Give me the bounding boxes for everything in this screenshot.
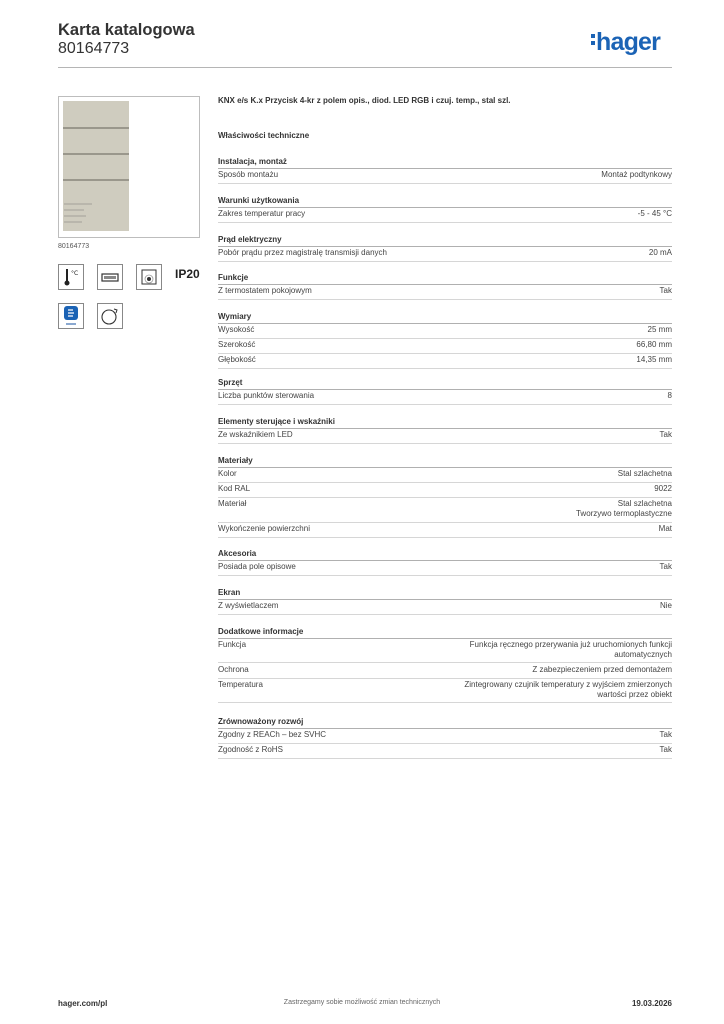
- product-number: 80164773: [58, 40, 130, 57]
- spec-row: [218, 745, 672, 760]
- spec-value: [464, 680, 672, 700]
- spec-label: Pobór prądu przez magistralę transmisji danych: [218, 248, 387, 257]
- spec-label: Funkcja: [218, 640, 247, 649]
- spec-value: [601, 170, 672, 180]
- section-title: Zrównoważony rozwój: [218, 717, 304, 726]
- section-divider: [218, 467, 672, 468]
- spec-row: [218, 391, 672, 406]
- section-title: Warunki użytkowania: [218, 196, 300, 205]
- section-title: Prąd elektryczny: [218, 235, 282, 244]
- spec-label: Ochrona: [218, 664, 249, 674]
- spec-row: [218, 640, 672, 664]
- spec-label: Posiada pole opisowe: [218, 562, 296, 571]
- row-divider: [218, 497, 672, 498]
- footer-website[interactable]: hager.com/pl: [58, 999, 108, 1008]
- temperature-sensor-icon: [136, 264, 162, 290]
- row-divider: [218, 537, 672, 538]
- row-divider: [218, 758, 672, 759]
- rotation-icon: [97, 303, 123, 329]
- spec-row: [218, 730, 672, 745]
- spec-label: Z termostatem pokojowym: [218, 286, 312, 295]
- spec-value-line: 66,80 mm: [636, 340, 672, 350]
- spec-value-line: Tak: [659, 562, 672, 571]
- spec-row: [218, 430, 672, 445]
- row-divider: [218, 222, 672, 223]
- spec-row: [218, 340, 672, 355]
- spec-label: Liczba punktów sterowania: [218, 391, 315, 400]
- row-divider: [218, 702, 672, 703]
- spec-value-line: Tak: [659, 730, 672, 739]
- spec-value: [532, 665, 672, 675]
- spec-value-line: Zintegrowany czujnik temperatury z wyjściem zmierzonych: [464, 680, 672, 690]
- spec-row: [218, 355, 672, 370]
- spec-value-line: Funkcja ręcznego przerywania już uruchomionych funkcji: [469, 640, 672, 649]
- row-divider: [218, 261, 672, 262]
- row-divider: [218, 368, 672, 369]
- section-divider: [218, 428, 672, 429]
- row-divider: [218, 662, 672, 663]
- row-divider: [218, 575, 672, 576]
- section-title: Dodatkowe informacje: [218, 627, 304, 636]
- row-divider: [218, 482, 672, 483]
- spec-row: [218, 562, 672, 577]
- row-divider: [218, 743, 672, 744]
- row-divider: [218, 614, 672, 615]
- row-divider: [218, 338, 672, 339]
- row-divider: [218, 404, 672, 405]
- spec-value-line: Mat: [658, 524, 672, 534]
- section-divider: [218, 323, 672, 324]
- spec-row: [218, 325, 672, 340]
- row-divider: [218, 678, 672, 679]
- spec-value-line: Stal szlachetna: [617, 499, 672, 509]
- spec-row: [218, 499, 672, 523]
- ip-rating-badge: IP20: [175, 267, 200, 281]
- section-title: Funkcje: [218, 273, 249, 282]
- spec-row: [218, 524, 672, 539]
- row-divider: [218, 353, 672, 354]
- spec-label: Wykończenie powierzchni: [218, 524, 310, 534]
- section-title: Materiały: [218, 456, 253, 465]
- spec-label: Sposób montażu: [218, 170, 279, 179]
- spec-value: [636, 355, 672, 365]
- spec-value-line: Stal szlachetna: [617, 469, 672, 478]
- display-module-icon: [97, 264, 123, 290]
- row-divider: [218, 299, 672, 300]
- spec-value-line: Tak: [659, 745, 672, 755]
- row-divider: [218, 183, 672, 184]
- spec-label: Zakres temperatur pracy: [218, 209, 306, 218]
- spec-label: Kod RAL: [218, 484, 251, 494]
- spec-value-line: Montaż podtynkowy: [601, 170, 672, 179]
- spec-row: [218, 601, 672, 616]
- spec-value: [470, 640, 672, 660]
- push-button-plate: [63, 101, 129, 231]
- spec-label: Głębokość: [218, 355, 256, 365]
- spec-value: [654, 484, 672, 494]
- row-divider: [218, 522, 672, 523]
- spec-row: [218, 469, 672, 484]
- footer-disclaimer: Zastrzegamy sobie możliwość zmian technicznych: [283, 999, 441, 1006]
- spec-value: [668, 391, 672, 401]
- product-description: KNX e/s K.x Przycisk 4-kr z polem opis., diod. LED RGB i czuj. temp., stal szl.: [218, 96, 511, 105]
- spec-value: [638, 209, 672, 219]
- spec-value: [576, 499, 672, 519]
- spec-value: [660, 745, 672, 755]
- section-divider: [218, 599, 672, 600]
- spec-label: Materiał: [218, 499, 247, 509]
- section-title: Ekran: [218, 588, 241, 597]
- spec-value: [618, 469, 672, 479]
- spec-value: [660, 601, 672, 611]
- section-divider: [218, 638, 672, 639]
- spec-row: [218, 665, 672, 680]
- row-divider: [218, 443, 672, 444]
- spec-row: [218, 170, 672, 185]
- spec-row: [218, 209, 672, 224]
- section-divider: [218, 168, 672, 169]
- spec-label: Z wyświetlaczem: [218, 601, 279, 610]
- spec-value-line: 8: [667, 391, 672, 400]
- spec-row: [218, 484, 672, 499]
- knx-easy-icon: [58, 303, 84, 329]
- spec-value: [649, 248, 672, 258]
- footer-date: 19.03.2026: [631, 999, 672, 1008]
- spec-row: [218, 680, 672, 704]
- spec-value: [660, 286, 672, 296]
- section-title: Akcesoria: [218, 549, 257, 558]
- thermometer-celsius-icon: [58, 264, 84, 290]
- spec-row: [218, 286, 672, 301]
- spec-value: [660, 562, 672, 572]
- spec-value-line: 14,35 mm: [636, 355, 672, 365]
- spec-label: Wysokość: [218, 325, 255, 334]
- section-title: Wymiary: [218, 312, 252, 321]
- svg-text:°C: °C: [71, 270, 79, 277]
- spec-value: [636, 340, 672, 350]
- spec-value-line: wartości przez obiekt: [597, 690, 672, 700]
- spec-value-line: 25 mm: [647, 325, 672, 334]
- image-caption: 80164773: [58, 243, 90, 250]
- spec-value: [660, 730, 672, 740]
- logo-dots-icon: [591, 31, 596, 48]
- spec-value-line: 9022: [654, 484, 672, 494]
- section-divider: [218, 389, 672, 390]
- spec-value: [659, 524, 672, 534]
- spec-value-line: Nie: [659, 601, 672, 610]
- spec-label: Kolor: [218, 469, 237, 478]
- spec-row: [218, 248, 672, 263]
- spec-label: Zgodność z RoHS: [218, 745, 283, 755]
- section-divider: [218, 207, 672, 208]
- spec-value-line: automatycznych: [614, 650, 672, 659]
- spec-title: Właściwości techniczne: [218, 131, 310, 140]
- spec-value: [660, 430, 672, 440]
- section-title: Instalacja, montaż: [218, 157, 287, 166]
- spec-label: Temperatura: [218, 680, 263, 690]
- spec-value-line: 20 mA: [648, 248, 672, 257]
- section-divider: [218, 246, 672, 247]
- product-image: [58, 96, 200, 238]
- section-divider: [218, 728, 672, 729]
- spec-value-line: Tak: [659, 286, 672, 295]
- spec-value-line: Tworzywo termoplastyczne: [575, 509, 672, 519]
- spec-value-line: -5 - 45 °C: [637, 209, 672, 218]
- hager-logo: hager: [591, 27, 660, 57]
- section-title: Elementy sterujące i wskaźniki: [218, 417, 335, 426]
- spec-label: Szerokość: [218, 340, 256, 350]
- spec-label: Ze wskaźnikiem LED: [218, 430, 293, 439]
- section-divider: [218, 560, 672, 561]
- header-divider: [58, 67, 672, 68]
- page-title: Karta katalogowa: [58, 21, 195, 39]
- spec-value-line: Z zabezpieczeniem przed demontażem: [532, 664, 672, 674]
- spec-value: [648, 325, 672, 335]
- spec-label: Zgodny z REACh – bez SVHC: [218, 730, 327, 739]
- section-divider: [218, 284, 672, 285]
- spec-value-line: Tak: [659, 430, 672, 439]
- section-title: Sprzęt: [218, 378, 243, 387]
